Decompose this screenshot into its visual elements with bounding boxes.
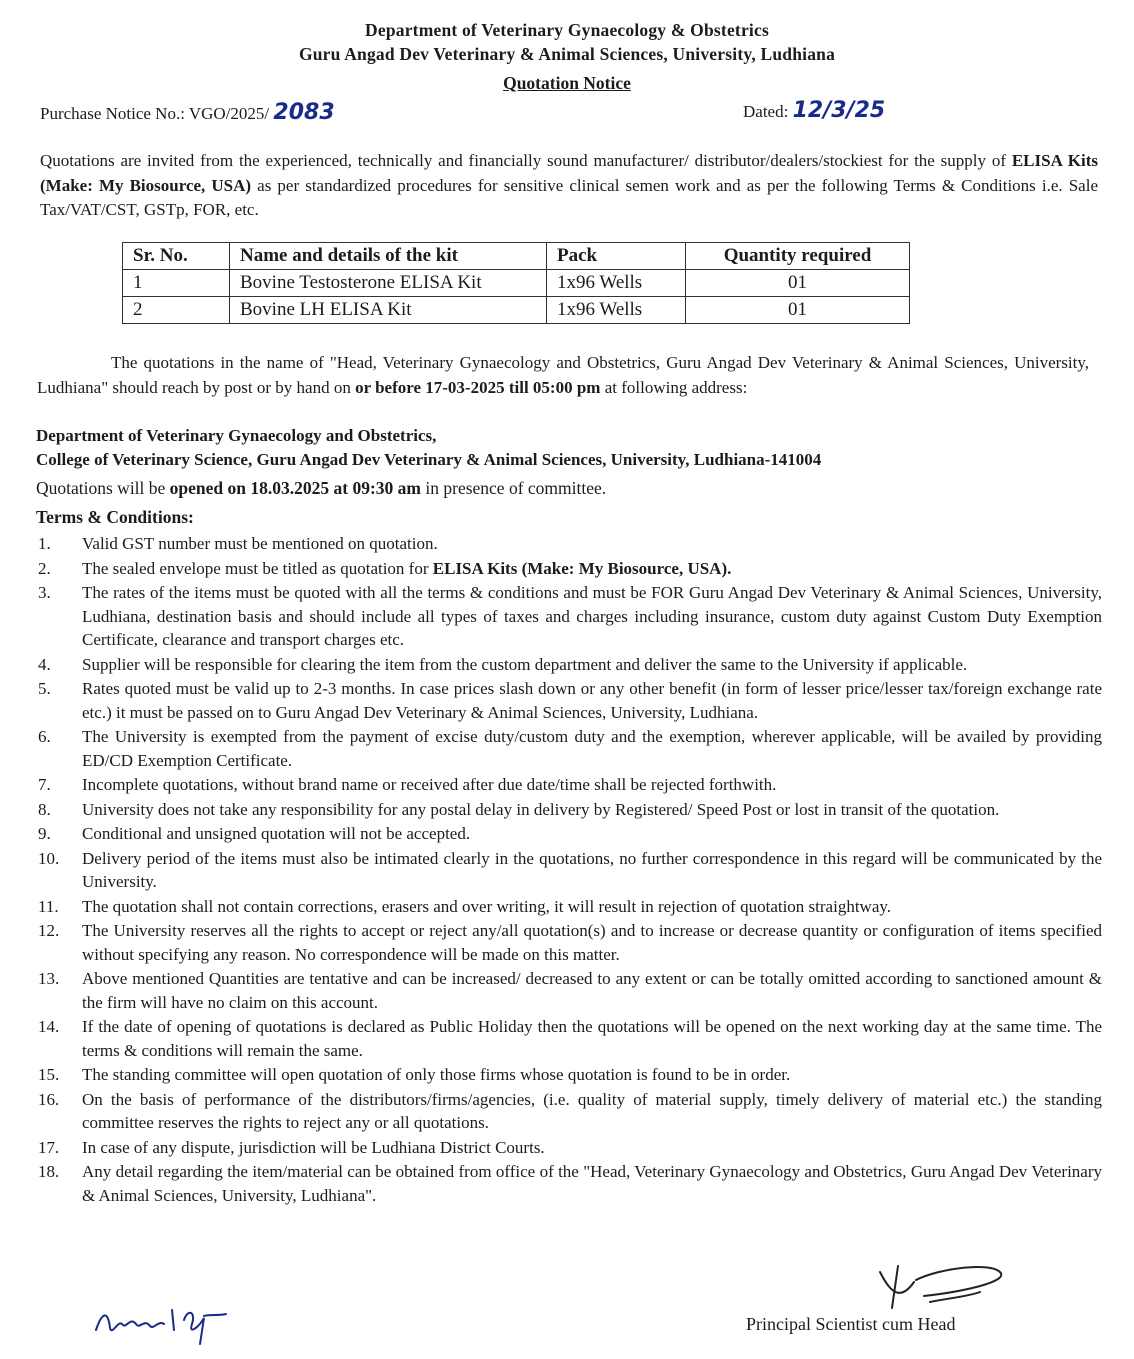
cell-pack: 1x96 Wells <box>547 270 686 297</box>
address-block <box>36 424 1106 472</box>
list-item <box>36 1063 1102 1087</box>
term-text: The University reserves all the rights to accept or reject any/all quotation(s) and to increase or decrease quantity or configuration of items specified without specifying any reason. No correspondence will be made on this matter. <box>82 921 1102 964</box>
term-text: In case of any dispute, jurisdiction will be Ludhiana District Courts. <box>82 1137 545 1157</box>
kits-table <box>122 242 910 324</box>
list-item <box>36 895 1102 919</box>
term-number: 14. <box>38 1017 60 1036</box>
purchase-notice-number: 2083 <box>273 100 335 125</box>
term-text: The University is exempted from the payment of excise duty/custom duty and the exemption, wherever applicable, will be availed by providing ED/CD Exemption Certificate. <box>82 727 1102 770</box>
list-item <box>36 581 1102 652</box>
list-item <box>36 677 1102 724</box>
opening-text-2: in presence of committee. <box>421 478 607 498</box>
col-quantity: Quantity required <box>686 243 910 270</box>
table-row <box>123 270 910 297</box>
dated-line <box>743 98 885 123</box>
term-text: University does not take any responsibility for any postal delay in delivery by Registered/ Speed Post or lost in transit of the quotation. <box>82 799 1000 819</box>
term-number: 8. <box>38 799 51 819</box>
list-item <box>36 1160 1102 1207</box>
signatory-title: Principal Scientist cum Head <box>746 1314 956 1334</box>
term-text: Supplier will be responsible for clearing the item from the custom department and deliver the same to the University if applicable. <box>82 654 968 674</box>
term-number: 10. <box>38 848 60 868</box>
list-item <box>36 967 1102 1014</box>
submission-text-1: The quotations in the name of "Head, Veterinary Gynaecology and Obstetrics, Guru Angad Dev Veterinary & Animal Sciences, University, Ludhiana" should reach by post or by hand on <box>37 353 1089 397</box>
term-text: The standing committee will open quotation of only those firms whose quotation is found to be in order. <box>82 1065 791 1084</box>
term-number: 17. <box>38 1137 60 1157</box>
list-item <box>36 847 1102 894</box>
intro-bold: ELISA Kits (Make: My Biosource, USA) <box>40 151 1098 195</box>
opening-datetime: opened on 18.03.2025 at 09:30 am <box>169 478 421 498</box>
cell-kit-name: Bovine Testosterone ELISA Kit <box>230 270 547 297</box>
cell-sr-no: 2 <box>123 297 230 324</box>
term-number: 5. <box>38 679 51 698</box>
intro-text-1: Quotations are invited from the experienced, technically and financially sound manufacturer/ distributor/dealers/stockiest for the supply of <box>40 151 1012 170</box>
term-bold: ELISA Kits (Make: My Biosource, USA). <box>432 558 732 578</box>
term-number: 7. <box>38 775 51 794</box>
cell-pack: 1x96 Wells <box>547 297 686 324</box>
term-number: 12. <box>38 921 60 940</box>
term-number: 15. <box>38 1065 60 1084</box>
term-number: 16. <box>38 1089 60 1109</box>
term-text: On the basis of performance of the distributors/firms/agencies, (i.e. quality of material supply, timely delivery of material etc.) the standing committee reserves the rights to reject any or all quotations. <box>82 1089 1102 1132</box>
cell-quantity: 01 <box>686 297 910 324</box>
term-text: The quotation shall not contain corrections, erasers and over writing, it will result in rejection of quotation straightway. <box>82 896 892 916</box>
term-text: Delivery period of the items must also be intimated clearly in the quotations, no further correspondence in this regard will be communicated by the University. <box>82 848 1102 891</box>
intro-paragraph <box>40 149 1098 223</box>
term-number: 6. <box>38 727 51 746</box>
submission-deadline: or before 17-03-2025 till 05:00 pm <box>355 377 601 397</box>
notice-title <box>0 73 1134 94</box>
term-number: 4. <box>38 654 51 674</box>
notice-title-text: Quotation Notice <box>503 73 631 93</box>
list-item <box>36 653 1102 677</box>
term-text: The sealed envelope must be titled as quotation for <box>82 558 433 578</box>
list-item <box>36 798 1102 822</box>
purchase-notice-label: Purchase Notice No.: VGO/2025/ <box>40 104 270 123</box>
terms-list <box>36 532 1102 1208</box>
term-number: 3. <box>38 583 51 602</box>
term-number: 11. <box>38 896 59 916</box>
cell-quantity: 01 <box>686 270 910 297</box>
term-text: If the date of opening of quotations is declared as Public Holiday then the quotations will be opened on the next working day at the same time. The terms & conditions will remain the same. <box>82 1017 1102 1060</box>
submission-text-2: at following address: <box>600 377 748 397</box>
purchase-notice-line <box>40 100 335 125</box>
term-number: 18. <box>38 1162 60 1181</box>
term-number: 2. <box>38 558 51 578</box>
term-number: 13. <box>38 969 60 988</box>
term-text: Valid GST number must be mentioned on quotation. <box>82 534 438 553</box>
term-text: The rates of the items must be quoted with all the terms & conditions and must be FOR Guru Angad Dev Veterinary & Animal Sciences, University, Ludhiana, destination basis and should include all types of taxes and charges including insurance, custom duty against Custom Duty Exemption Certificate, clearance and transport charges etc. <box>82 583 1102 649</box>
dated-value: 12/3/25 <box>792 98 886 123</box>
university-heading: Guru Angad Dev Veterinary & Animal Sciences, University, Ludhiana <box>298 44 836 64</box>
table-row <box>123 297 910 324</box>
handwritten-signature-right <box>860 1262 1020 1312</box>
submission-paragraph <box>37 351 1089 400</box>
list-item <box>36 725 1102 772</box>
cell-sr-no: 1 <box>123 270 230 297</box>
opening-text-1: Quotations will be <box>36 478 170 498</box>
address-line-2: College of Veterinary Science, Guru Angad Dev Veterinary & Animal Sciences, University, Ludhiana-141004 <box>36 450 822 469</box>
list-item <box>36 1015 1102 1062</box>
opening-line <box>36 476 1106 501</box>
handwritten-signature-left <box>92 1300 252 1350</box>
list-item <box>36 1136 1102 1160</box>
term-number: 1. <box>38 534 51 553</box>
term-text: Above mentioned Quantities are tentative and can be increased/ decreased to any extent or can be totally omitted according to sanctioned amount & the firm will have no claim on this account. <box>82 969 1102 1012</box>
list-item <box>36 919 1102 966</box>
terms-heading: Terms & Conditions: <box>36 507 194 527</box>
table-header-row <box>123 243 910 270</box>
list-item <box>36 557 1102 581</box>
term-number: 9. <box>38 824 51 843</box>
list-item <box>36 773 1102 797</box>
col-kit-name: Name and details of the kit <box>230 243 547 270</box>
term-text: Conditional and unsigned quotation will not be accepted. <box>82 824 471 843</box>
term-text: Incomplete quotations, without brand name or received after due date/time shall be rejected forthwith. <box>82 775 777 794</box>
address-line-1: Department of Veterinary Gynaecology and Obstetrics, <box>36 426 437 445</box>
list-item <box>36 1088 1102 1135</box>
cell-kit-name: Bovine LH ELISA Kit <box>230 297 547 324</box>
term-text: Any detail regarding the item/material can be obtained from office of the "Head, Veterinary Gynaecology and Obstetrics, Guru Angad Dev Veterinary & Animal Sciences, University, Ludhiana". <box>82 1162 1102 1205</box>
department-heading: Department of Veterinary Gynaecology & Obstetrics <box>365 20 769 40</box>
dated-label: Dated: <box>743 102 789 121</box>
intro-text-2: as per standardized procedures for sensitive clinical semen work and as per the following Terms & Conditions i.e. Sale Tax/VAT/CST, GSTp, FOR, etc. <box>40 175 1098 219</box>
term-text: Rates quoted must be valid up to 2-3 months. In case prices slash down or any other benefit (in form of lesser price/lesser tax/foreign exchange rate etc.) it must be passed on to Guru Angad Dev Veterinary & Animal Sciences, University, Ludhiana. <box>82 679 1102 722</box>
col-sr-no: Sr. No. <box>123 243 230 270</box>
list-item <box>36 532 1102 556</box>
col-pack: Pack <box>547 243 686 270</box>
list-item <box>36 822 1102 846</box>
